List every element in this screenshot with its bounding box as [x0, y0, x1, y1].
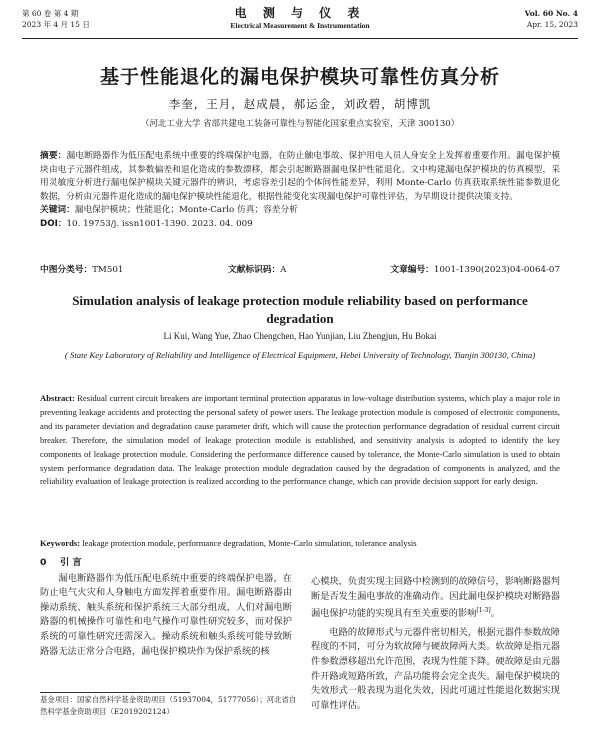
abstract-en-text: Residual current circuit breakers are important terminal protection apparatus in low-voltage distribution systems, which play a major role in preventing leakage accidents and protecting the personal safety of power users. The leakage protection module is composed of electronic components, and its parameter deviation and degradation cause parameter drift, which will cause the protection performance degradation of residual current circuit breaker. Therefore, the simulation model of leakage protection module is established, and sensitivity analysis is adopted to identify the key components of leakage protection module. Considering the performance difference caused by tolerance, the Monte-Carlo simulation is used to obtain system performance degradation data. The leakage protection module degradation caused by the degradation of components is analyzed, and the reliability evaluation of leakage protection is realized according to the performance change, which can provide decision support for early design.: [40, 393, 560, 487]
intro-paragraph-2: 电路的故障形式与元器件密切相关，根据元器件参数故障程度的不同，可分为软故障与硬故障两大类。软故障是指元器件参数漂移超出允许范围，表现为性能下降。硬故障是由元器件开路或短路所致，产品功能将会完全丧失。漏电保护模块的失效形式一般表现为退化失效，因此可通过性能退化数据实现可靠性评估。: [311, 626, 560, 711]
clc-value: TM501: [92, 265, 124, 275]
abstract-cn-label: 摘要：: [40, 151, 67, 161]
body-column-left: [40, 556, 292, 663]
section-number: 0: [40, 557, 47, 568]
intro-paragraph-continued: [311, 575, 560, 622]
article-label: 文章编号：: [390, 265, 434, 275]
section-title: 引 言: [60, 557, 82, 568]
clc-label: 中图分类号：: [40, 265, 93, 275]
article-value: 1001-1390(2023)04-0064-07: [433, 265, 560, 275]
body-column-right: [311, 575, 560, 717]
header-right: [525, 8, 578, 30]
paper-title-en: Simulation analysis of leakage protection module reliability based on performance degradation: [72, 293, 528, 326]
doi-text: 10. 19753/j. issn1001-1390. 2023. 04. 009: [66, 218, 253, 229]
article-number: [390, 263, 560, 275]
paper-title-cn: 基于性能退化的漏电保护模块可靠性仿真分析: [99, 66, 500, 88]
abstract-en-label: Abstract:: [40, 393, 75, 403]
keywords-en-text: leakage protection module, performance degradation, Monte-Carlo simulation, tolerance analysis: [82, 538, 417, 548]
affiliation-cn: （河北工业大学 省部共建电工装备可靠性与智能化国家重点实验室，天津 300130）: [140, 119, 460, 129]
footnote-funding: 基金项目：国家自然科学基金资助项目（51937004，51777056）；河北省自然科学基金资助项目（E2019202124）: [40, 695, 297, 716]
intro-paragraph-1: 漏电断路器作为低压配电系统中重要的终端保护电器，在防止电气火灾和人身触电方面发挥着重要作用。漏电断路器由操动系统、触头系统和保护系统三大部分组成，人们对漏电断路器的机械操作可靠性和电气操作可靠性研究较多，而对保护系统的可靠性研究还需深入。操动系统和触头系统可能导致断路器无法正常分合电路，漏电保护模块作为保护系统的核: [40, 572, 292, 657]
clc-number: [40, 263, 123, 275]
doi: [40, 218, 560, 232]
intro-continued-text: 心模块，负责实现主回路中检测到的故障信号，影响断路器判断是否发生漏电事故的准确动作。因此漏电保护模块对断路器漏电保护功能的实现具有至关重要的影响: [311, 576, 560, 620]
running-header: [22, 6, 578, 38]
classification-line: [40, 263, 560, 276]
keywords-cn: [40, 204, 560, 218]
keywords-en-label: Keywords:: [40, 538, 81, 548]
keywords-cn-text: 漏电保护模块；性能退化；Monte-Carlo 仿真；容差分析: [74, 205, 298, 216]
journal-title-cn: 电 测 与 仪 表: [234, 6, 366, 20]
header-center: [22, 6, 578, 31]
affiliation-en: ( State Key Laboratory of Reliability and Intelligence of Electrical Equipment, Hebei University of Technology, Tianjin 300130, China): [64, 350, 536, 360]
doi-label: DOI：: [40, 218, 67, 229]
citation-ref: [1-3]: [476, 607, 491, 615]
doc-label: 文献标识码：: [228, 265, 281, 275]
section-heading-intro: [40, 556, 292, 571]
date-cn: 2023 年 4 月 15 日: [22, 20, 90, 29]
doc-code: [228, 263, 286, 275]
keywords-en: [40, 538, 560, 548]
header-rule: [22, 38, 578, 39]
volume-issue-en: Vol. 60 No. 4: [524, 9, 578, 18]
abstract-en: [40, 392, 560, 489]
volume-issue-cn: 第 60 卷 第 4 期: [22, 9, 79, 18]
abstract-cn: [40, 150, 560, 232]
authors-cn: 李奎，王月，赵成晨，郝运金，刘政碧，胡博凯: [168, 97, 432, 111]
footnote-rule: [40, 692, 190, 693]
date-en: Apr. 15, 2023: [526, 20, 578, 29]
authors-en: Li Kui, Wang Yue, Zhao Chengchen, Hao Yunjian, Liu Zhengjun, Hu Bokai: [163, 331, 437, 341]
doc-value: A: [280, 265, 287, 275]
keywords-cn-label: 关键词：: [40, 205, 75, 216]
intro-continued-end: 。: [490, 608, 500, 620]
journal-title-en: Electrical Measurement & Instrumentation: [230, 21, 370, 30]
abstract-cn-text: 漏电断路器作为低压配电系统中重要的终端保护电器，在防止触电事故、保护用电人员人身安全上发挥着重要作用。漏电保护模块由电子元器件组成，其参数偏差和退化造成的参数漂移，都会引起断路器漏电保护性能退化。文中构建漏电保护模块的仿真模型，采用灵敏度分析进行漏电保护模块关键元器件的辨识，考虑容差引起的个体间性能差异，利用 Monte-Carlo 仿真获取系统性能参数退化数据，分析由元器件退化造成的漏电保护模块性能退化，根据性能变化实现漏电保护可靠性评估，为早期设计提供决策支持。: [40, 151, 561, 202]
